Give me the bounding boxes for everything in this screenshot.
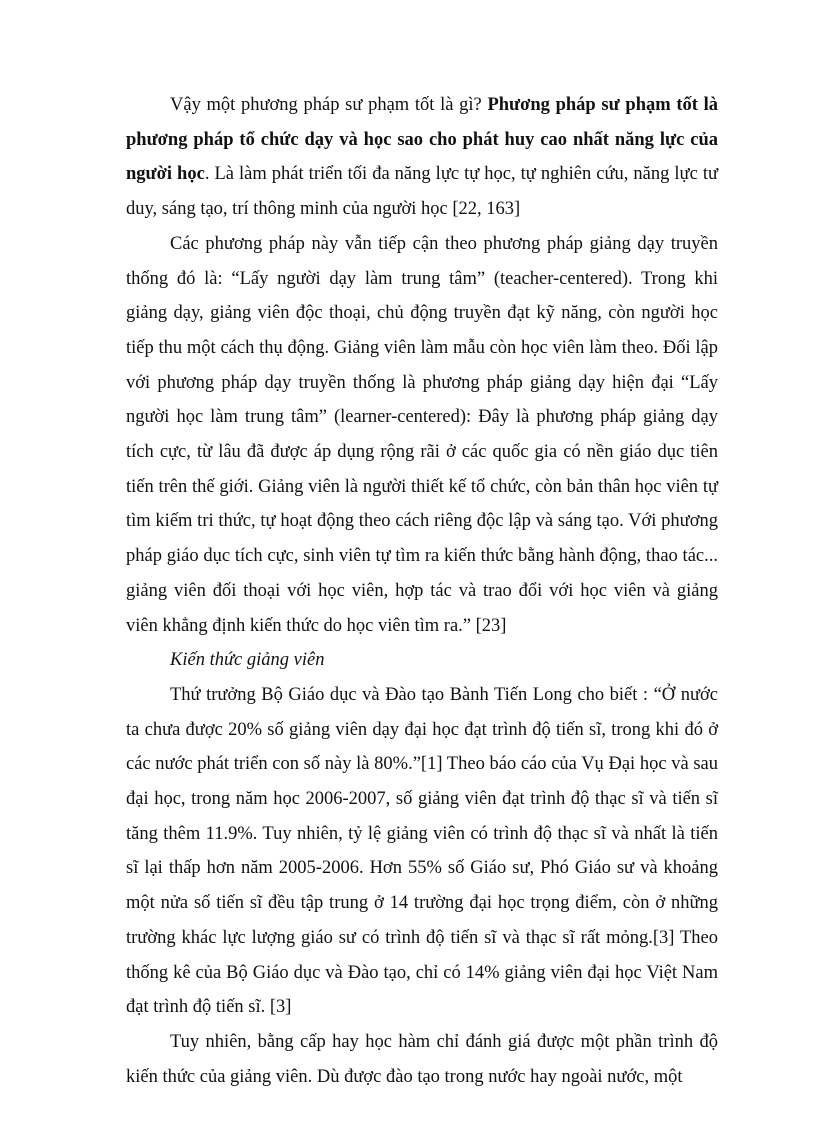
document-body	[126, 88, 718, 1094]
paragraph-degree-assessment: Tuy nhiên, bằng cấp hay học hàm chỉ đánh giá được một phần trình độ kiến thức của giảng viên. Dù được đào tạo trong nước hay ngoài nước, một	[126, 1031, 718, 1087]
bold-definition-text: Phương pháp sư phạm tốt là phương pháp tổ chức dạy và học sao cho phát huy cao nhất năng lực của người học	[126, 95, 718, 185]
section-heading-lecturer-knowledge: Kiến thức giảng viên	[170, 650, 325, 671]
paragraph-intro-text: Vậy một phương pháp sư phạm tốt là gì?	[170, 95, 488, 115]
paragraph-good-pedagogy	[126, 88, 718, 227]
paragraph-rest-text: . Là làm phát triển tối đa năng lực tự học, tự nghiên cứu, năng lực tư duy, sáng tạo, trí thông minh của người học [22, 163]	[126, 164, 718, 220]
paragraph-teaching-methods: Các phương pháp này vẫn tiếp cận theo phương pháp giảng dạy truyền thống đó là: “Lấy người dạy làm trung tâm” (teacher-centered). Trong khi giảng dạy, giảng viên độc thoại, chủ động truyền đạt kỹ năng, còn người học tiếp thu một cách thụ động. Giảng viên làm mẫu còn học viên làm theo. Đối lập với phương pháp dạy truyền thống là phương pháp giảng dạy hiện đại “Lấy người học làm trung tâm” (learner-centered): Đây là phương pháp giảng dạy tích cực, từ lâu đã được áp dụng rộng rãi ở các quốc gia có nền giáo dục tiên tiến trên thế giới. Giảng viên là người thiết kế tổ chức, còn bản thân học viên tự tìm kiếm tri thức, tự hoạt động theo cách riêng độc lập và sáng tạo. Với phương pháp giáo dục tích cực, sinh viên tự tìm ra kiến thức bằng hành động, thao tác... giảng viên đối thoại với học viên, hợp tác và trao đổi với học viên và giảng viên khẳng định kiến thức do học viên tìm ra.” [23]	[126, 233, 718, 636]
paragraph-lecturer-statistics: Thứ trưởng Bộ Giáo dục và Đào tạo Bành Tiến Long cho biết : “Ở nước ta chưa được 20% số giảng viên dạy đại học đạt trình độ tiến sĩ, trong khi đó ở các nước phát triển con số này là 80%.”[1] Theo báo cáo của Vụ Đại học và sau đại học, trong năm học 2006-2007, số giảng viên đạt trình độ thạc sĩ và tiến sĩ tăng thêm 11.9%. Tuy nhiên, tỷ lệ giảng viên có trình độ thạc sĩ và nhất là tiến sĩ lại thấp hơn năm 2005-2006. Hơn 55% số Giáo sư, Phó Giáo sư và khoảng một nửa số tiến sĩ đều tập trung ở 14 trường đại học trọng điểm, còn ở những trường khác lực lượng giáo sư có trình độ tiến sĩ và thạc sĩ rất mỏng.[3] Theo thống kê của Bộ Giáo dục và Đào tạo, chỉ có 14% giảng viên đại học Việt Nam đạt trình độ tiến sĩ. [3]	[126, 684, 718, 1018]
